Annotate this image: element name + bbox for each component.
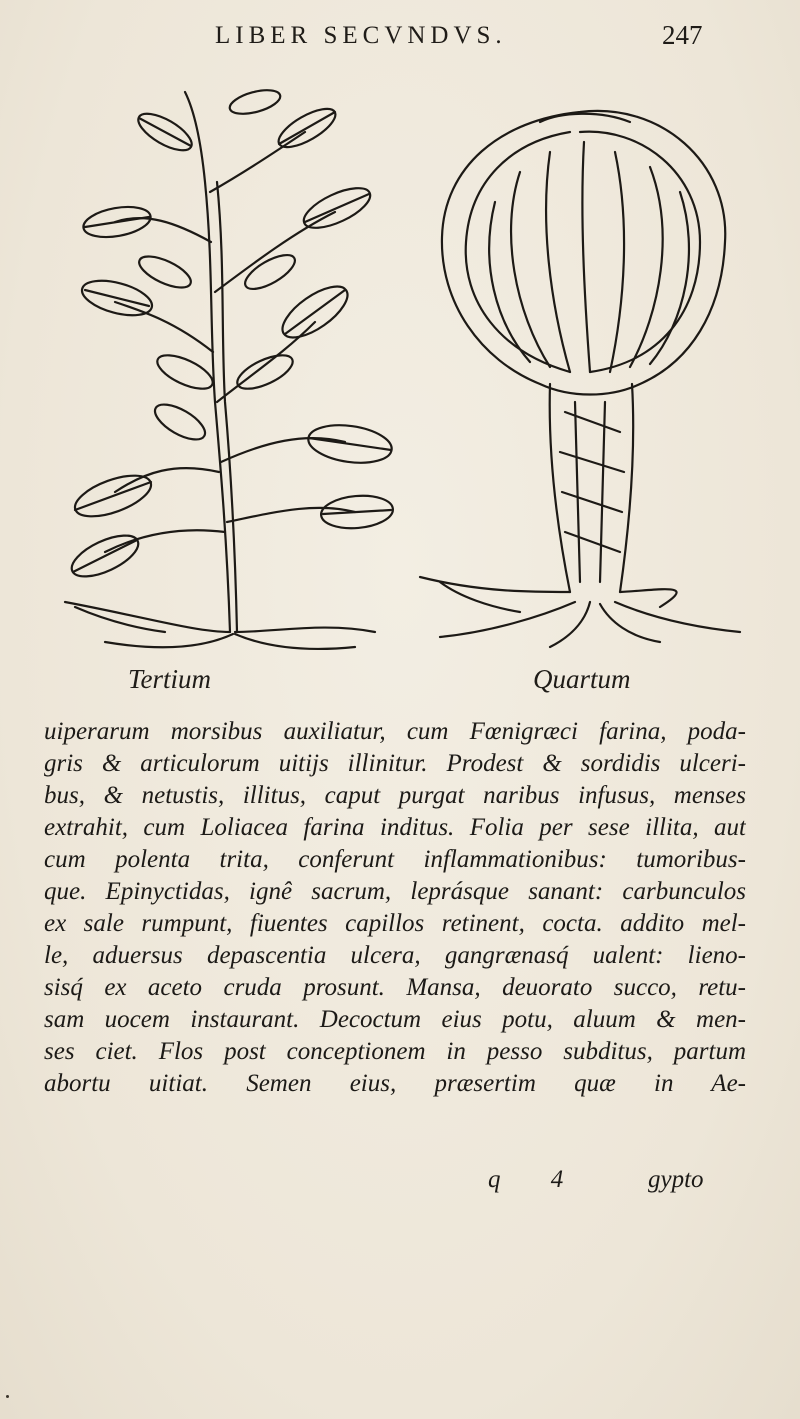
leafy-plant-illustration — [45, 72, 405, 662]
text-line: sam uocem instaurant. Decoctum eius potu, aluum & men- — [44, 1006, 746, 1033]
cabbage-plant-woodcut-icon — [400, 72, 760, 662]
text-line: que. Epinyctidas, ignê sacrum, leprásque sanant: carbunculos — [44, 878, 746, 905]
cabbage-plant-illustration — [400, 72, 760, 662]
text-line: uiperarum morsibus auxiliatur, cum Fœnigræci farina, poda- — [44, 718, 746, 745]
text-line: extrahit, cum Loliacea farina inditus. Folia per sese illita, aut — [44, 814, 746, 841]
text-line: le, aduersus depascentia ulcera, gangrænasq́ ualent: lieno- — [44, 942, 746, 969]
figure-caption-left: Tertium — [128, 664, 212, 694]
figure-caption-right: Quartum — [533, 664, 631, 694]
text-line: abortu uitiat. Semen eius, præsertim quæ in Ae- — [44, 1070, 746, 1097]
text-line: sisq́ ex aceto cruda prosunt. Mansa, deuorato succo, retu- — [44, 974, 746, 1001]
page-number: 247 — [662, 20, 703, 50]
running-head: LIBER SECVNDVS. — [215, 22, 507, 49]
body-text — [44, 716, 746, 1100]
text-line: ses ciet. Flos post conceptionem in pesso subditus, partum — [44, 1038, 746, 1065]
text-line: gris & articulorum uitijs illinitur. Prodest & sordidis ulceri- — [44, 750, 746, 777]
text-line: cum polenta trita, conferunt inflammationibus: tumoribus- — [44, 846, 746, 873]
text-line: ex sale rumpunt, fiuentes capillos retinent, cocta. addito mel- — [44, 910, 746, 937]
text-line: bus, & netustis, illitus, caput purgat naribus infusus, menses — [44, 782, 746, 809]
catchword: gypto — [648, 1166, 704, 1193]
leafy-plant-woodcut-icon — [45, 72, 405, 662]
signature-mark: q 4 — [488, 1166, 586, 1193]
ink-speck — [6, 1395, 9, 1398]
